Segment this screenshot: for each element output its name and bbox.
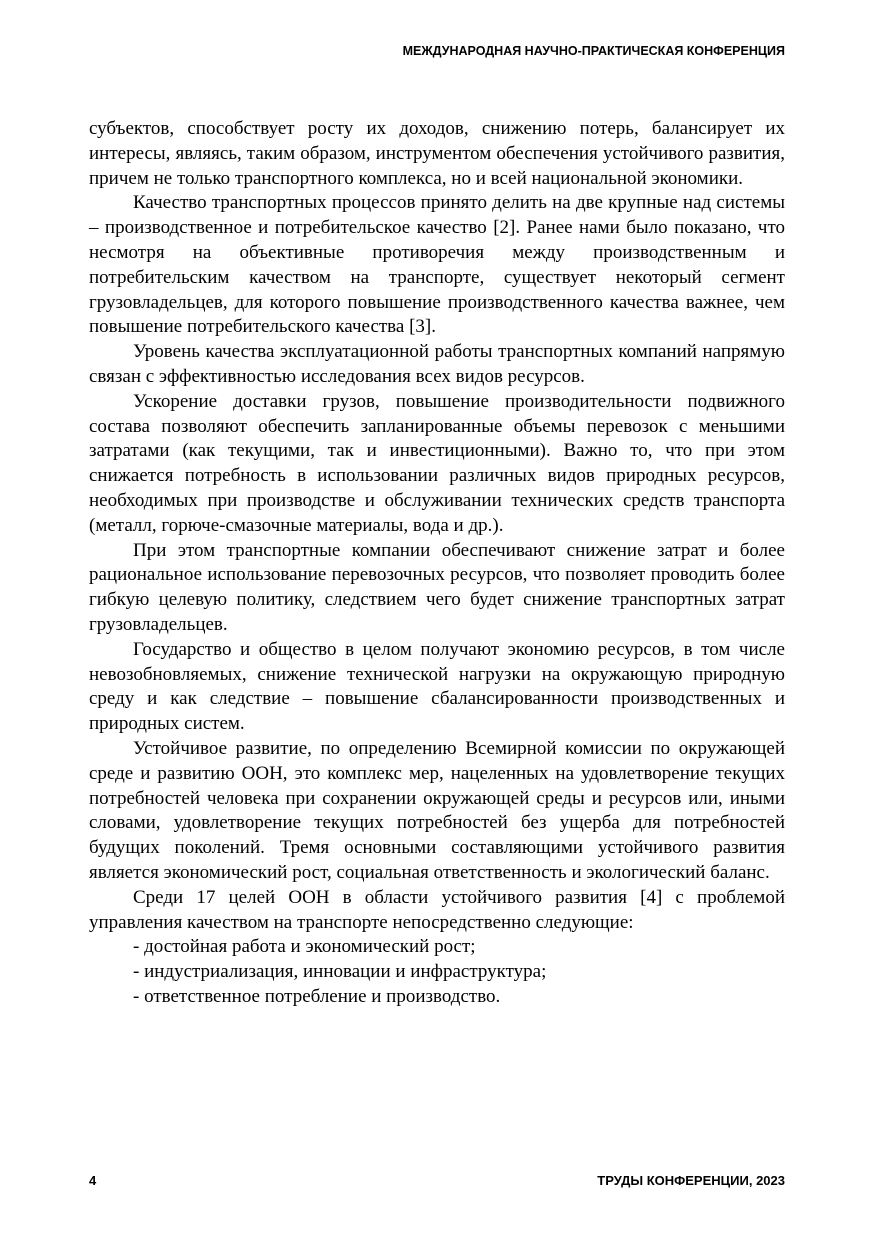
paragraph: Среди 17 целей ООН в области устойчивого развития [4] с проблемой управления качеством на транспорте непосредственно следующие:	[89, 886, 785, 933]
goals-list	[89, 935, 785, 1009]
paragraph-continuation: субъектов, способствует росту их доходов, снижению потерь, балансирует их интересы, являясь, таким образом, инструментом обеспечения устойчивого развития, причем не только транспортного комплекса, но и всей национальной экономики.	[89, 118, 785, 189]
running-header: МЕЖДУНАРОДНАЯ НАУЧНО-ПРАКТИЧЕСКАЯ КОНФЕРЕНЦИЯ	[402, 44, 785, 58]
paragraph: При этом транспортные компании обеспечивают снижение затрат и более рациональное использование перевозочных ресурсов, что позволяет проводить более гибкую целевую политику, следствием чего будет снижение транспортных затрат грузовладельцев.	[89, 539, 785, 635]
list-item: - индустриализация, инновации и инфраструктура;	[133, 961, 547, 983]
paragraph: Государство и общество в целом получают экономию ресурсов, в том числе невозобновляемых, снижение технической нагрузки на окружающую природную среду и как следствие – повышение сбалансированности производственных и природных систем.	[89, 638, 785, 735]
paragraph: Качество транспортных процессов принято делить на две крупные над системы – производственное и потребительское качество [2]. Ранее нами было показано, что несмотря на объективные противоречия между производственным и потребительским качеством на транспорте, существует некоторый сегмент грузовладельцев, для которого повышение производственного качества важнее, чем повышение потребительского качества [3].	[89, 192, 785, 338]
running-footer: ТРУДЫ КОНФЕРЕНЦИИ, 2023	[597, 1173, 785, 1188]
list-item: - достойная работа и экономический рост;	[133, 936, 476, 958]
paragraph: Устойчивое развитие, по определению Всемирной комиссии по окружающей среде и развитию ООН, это комплекс мер, нацеленных на удовлетворение текущих потребностей человека при сохранении окружающей среды и ресурсов или, иными словами, удовлетворение текущих потребностей без ущерба для потребностей будущих поколений. Тремя основными составляющими устойчивого развития является экономический рост, социальная ответственность и экологический баланс.	[89, 737, 785, 883]
paragraph: Уровень качества эксплуатационной работы транспортных компаний напрямую связан с эффективностью исследования всех видов ресурсов.	[89, 341, 785, 387]
list-item: - ответственное потребление и производство.	[133, 985, 501, 1007]
page-number: 4	[89, 1173, 97, 1188]
page-body	[89, 117, 785, 1010]
paragraph: Ускорение доставки грузов, повышение производительности подвижного состава позволяют обеспечить запланированные объемы перевозок с меньшими затратами (как текущими, так и инвестиционными). Важно то, что при этом снижается потребность в использовании различных видов природных ресурсов, необходимых при производстве и обслуживании технических средств транспорта (металл, горюче-смазочные материалы, вода и др.).	[89, 390, 785, 536]
